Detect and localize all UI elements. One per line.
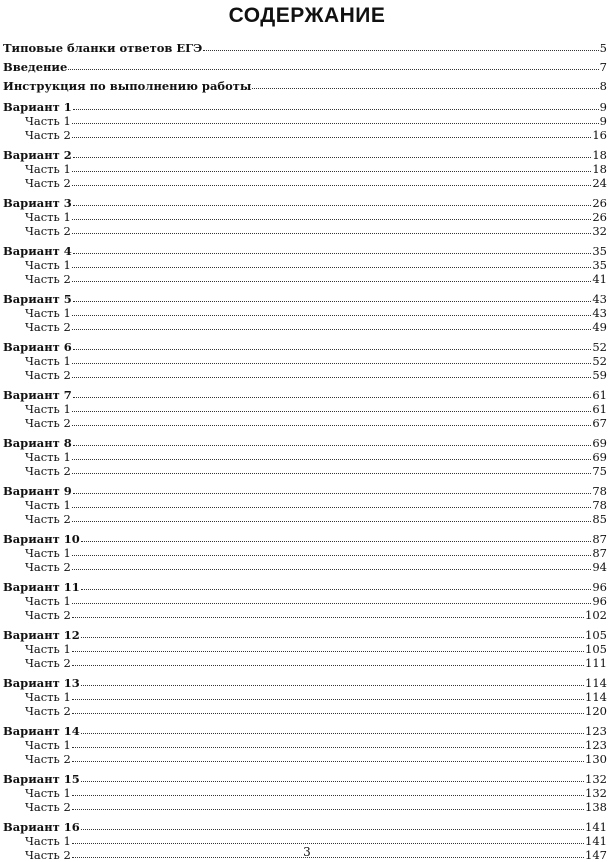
entry-page-number: 43 xyxy=(592,306,607,320)
toc-part xyxy=(3,320,607,334)
entry-label: Часть 1 xyxy=(25,402,71,416)
entry-page-number: 141 xyxy=(585,834,607,848)
toc-variant xyxy=(3,532,607,546)
entry-label: Часть 1 xyxy=(25,258,71,272)
entry-page-number: 75 xyxy=(592,464,607,478)
leader-dots xyxy=(72,450,592,460)
leader-dots xyxy=(72,800,584,810)
toc-part xyxy=(3,306,607,320)
leader-dots xyxy=(73,292,592,302)
entry-label: Вариант 1 xyxy=(3,100,72,114)
entry-label: Вариант 16 xyxy=(3,820,80,834)
leader-dots xyxy=(72,786,584,796)
leader-dots xyxy=(72,224,592,234)
entry-label: Вариант 2 xyxy=(3,148,72,162)
toc-variant xyxy=(3,436,607,450)
entry-page-number: 130 xyxy=(585,752,607,766)
toc-part xyxy=(3,368,607,382)
toc-variant xyxy=(3,340,607,354)
entry-label: Часть 2 xyxy=(25,464,71,478)
leader-dots xyxy=(73,388,592,398)
entry-label: Часть 2 xyxy=(25,704,71,718)
entry-page-number: 35 xyxy=(592,258,607,272)
entry-page-number: 5 xyxy=(599,41,607,55)
leader-dots xyxy=(72,464,592,474)
toc-part xyxy=(3,512,607,526)
entry-page-number: 61 xyxy=(592,388,607,402)
entry-page-number: 9 xyxy=(599,114,607,128)
toc-variant xyxy=(3,820,607,834)
entry-page-number: 43 xyxy=(592,292,607,306)
entry-page-number: 114 xyxy=(585,676,607,690)
leader-dots xyxy=(203,41,598,51)
toc-part xyxy=(3,800,607,814)
toc-part xyxy=(3,450,607,464)
toc-part xyxy=(3,752,607,766)
entry-page-number: 123 xyxy=(585,738,607,752)
leader-dots xyxy=(72,368,592,378)
entry-page-number: 69 xyxy=(592,450,607,464)
entry-page-number: 85 xyxy=(592,512,607,526)
toc-part xyxy=(3,560,607,574)
leader-dots xyxy=(81,532,592,542)
leader-dots xyxy=(72,594,592,604)
leader-dots xyxy=(72,512,592,522)
entry-page-number: 120 xyxy=(585,704,607,718)
entry-label: Часть 1 xyxy=(25,162,71,176)
entry-label: Часть 1 xyxy=(25,306,71,320)
leader-dots xyxy=(72,162,592,172)
entry-label: Часть 2 xyxy=(25,128,71,142)
leader-dots xyxy=(72,320,592,330)
toc-variant xyxy=(3,580,607,594)
leader-dots xyxy=(72,306,592,316)
toc-part xyxy=(3,402,607,416)
entry-label: Вариант 5 xyxy=(3,292,72,306)
toc-part xyxy=(3,704,607,718)
toc-part xyxy=(3,272,607,286)
leader-dots xyxy=(73,100,599,110)
entry-page-number: 67 xyxy=(592,416,607,430)
entry-label: Вариант 9 xyxy=(3,484,72,498)
leader-dots xyxy=(81,772,584,782)
entry-label: Часть 2 xyxy=(25,224,71,238)
leader-dots xyxy=(72,546,592,556)
entry-page-number: 87 xyxy=(592,546,607,560)
leader-dots xyxy=(68,60,598,70)
entry-page-number: 59 xyxy=(592,368,607,382)
toc-variant xyxy=(3,196,607,210)
leader-dots xyxy=(72,114,599,124)
toc-variant xyxy=(3,484,607,498)
entry-label: Часть 2 xyxy=(25,848,71,862)
entry-page-number: 96 xyxy=(592,580,607,594)
leader-dots xyxy=(81,820,584,830)
entry-page-number: 87 xyxy=(592,532,607,546)
leader-dots xyxy=(81,580,592,590)
leader-dots xyxy=(72,354,592,364)
entry-label: Вариант 12 xyxy=(3,628,80,642)
entry-page-number: 18 xyxy=(592,162,607,176)
entry-page-number: 94 xyxy=(592,560,607,574)
leader-dots xyxy=(81,676,584,686)
toc-variant xyxy=(3,100,607,114)
leader-dots xyxy=(72,272,592,282)
entry-label: Часть 2 xyxy=(25,560,71,574)
toc-part xyxy=(3,354,607,368)
entry-label: Часть 2 xyxy=(25,608,71,622)
toc-entry xyxy=(3,60,607,74)
table-of-contents xyxy=(3,41,607,862)
entry-label: Часть 1 xyxy=(25,786,71,800)
toc-part xyxy=(3,738,607,752)
entry-label: Часть 1 xyxy=(25,546,71,560)
leader-dots xyxy=(72,834,584,844)
entry-page-number: 52 xyxy=(592,354,607,368)
leader-dots xyxy=(72,128,592,138)
page-title: СОДЕРЖАНИЕ xyxy=(228,4,386,27)
entry-label: Вариант 6 xyxy=(3,340,72,354)
entry-label: Инструкция по выполнению работы xyxy=(3,79,252,93)
leader-dots xyxy=(73,244,592,254)
entry-label: Часть 2 xyxy=(25,512,71,526)
leader-dots xyxy=(73,340,592,350)
entry-label: Часть 1 xyxy=(25,450,71,464)
entry-label: Часть 1 xyxy=(25,642,71,656)
toc-variant xyxy=(3,628,607,642)
entry-label: Введение xyxy=(3,60,68,74)
entry-label: Часть 1 xyxy=(25,354,71,368)
entry-label: Часть 1 xyxy=(25,834,71,848)
entry-page-number: 35 xyxy=(592,244,607,258)
toc-variant xyxy=(3,772,607,786)
leader-dots xyxy=(72,642,584,652)
leader-dots xyxy=(73,196,592,206)
entry-label: Часть 2 xyxy=(25,416,71,430)
toc-part xyxy=(3,656,607,670)
entry-label: Часть 1 xyxy=(25,738,71,752)
toc-part xyxy=(3,464,607,478)
leader-dots xyxy=(72,416,592,426)
toc-part xyxy=(3,608,607,622)
entry-label: Часть 1 xyxy=(25,114,71,128)
entry-page-number: 49 xyxy=(592,320,607,334)
entry-page-number: 132 xyxy=(585,772,607,786)
leader-dots xyxy=(72,690,584,700)
entry-page-number: 32 xyxy=(592,224,607,238)
entry-label: Часть 1 xyxy=(25,498,71,512)
entry-label: Вариант 10 xyxy=(3,532,80,546)
entry-page-number: 102 xyxy=(585,608,607,622)
entry-label: Вариант 7 xyxy=(3,388,72,402)
entry-page-number: 78 xyxy=(592,484,607,498)
toc-part xyxy=(3,162,607,176)
entry-page-number: 41 xyxy=(592,272,607,286)
entry-page-number: 141 xyxy=(585,820,607,834)
entry-label: Часть 2 xyxy=(25,656,71,670)
toc-part xyxy=(3,690,607,704)
entry-page-number: 7 xyxy=(599,60,607,74)
toc-entry xyxy=(3,79,607,93)
leader-dots xyxy=(73,148,592,158)
page-number: 3 xyxy=(303,845,311,859)
toc-variant xyxy=(3,388,607,402)
leader-dots xyxy=(72,704,584,714)
entry-label: Часть 2 xyxy=(25,320,71,334)
toc-part xyxy=(3,224,607,238)
toc-part xyxy=(3,114,607,128)
leader-dots xyxy=(81,724,584,734)
leader-dots xyxy=(72,402,592,412)
entry-page-number: 69 xyxy=(592,436,607,450)
leader-dots xyxy=(72,608,584,618)
entry-page-number: 138 xyxy=(585,800,607,814)
entry-page-number: 52 xyxy=(592,340,607,354)
leader-dots xyxy=(73,484,592,494)
entry-label: Часть 2 xyxy=(25,176,71,190)
leader-dots xyxy=(72,210,592,220)
entry-label: Вариант 4 xyxy=(3,244,72,258)
toc-part xyxy=(3,176,607,190)
toc-part xyxy=(3,210,607,224)
entry-label: Вариант 3 xyxy=(3,196,72,210)
entry-page-number: 16 xyxy=(592,128,607,142)
toc-part xyxy=(3,786,607,800)
entry-label: Вариант 15 xyxy=(3,772,80,786)
entry-page-number: 114 xyxy=(585,690,607,704)
entry-page-number: 132 xyxy=(585,786,607,800)
leader-dots xyxy=(72,752,584,762)
entry-label: Вариант 14 xyxy=(3,724,80,738)
entry-label: Вариант 8 xyxy=(3,436,72,450)
leader-dots xyxy=(72,656,584,666)
entry-page-number: 123 xyxy=(585,724,607,738)
entry-label: Часть 1 xyxy=(25,690,71,704)
toc-variant xyxy=(3,676,607,690)
toc-part xyxy=(3,498,607,512)
leader-dots xyxy=(81,628,584,638)
entry-page-number: 96 xyxy=(592,594,607,608)
leader-dots xyxy=(72,176,592,186)
leader-dots xyxy=(73,436,592,446)
entry-page-number: 26 xyxy=(592,210,607,224)
toc-part xyxy=(3,128,607,142)
entry-label: Часть 2 xyxy=(25,752,71,766)
entry-page-number: 8 xyxy=(599,79,607,93)
toc-part xyxy=(3,416,607,430)
toc-part xyxy=(3,546,607,560)
entry-page-number: 9 xyxy=(599,100,607,114)
toc-variant xyxy=(3,292,607,306)
entry-label: Часть 1 xyxy=(25,210,71,224)
entry-label: Типовые бланки ответов ЕГЭ xyxy=(3,41,203,55)
entry-page-number: 105 xyxy=(585,628,607,642)
toc-variant xyxy=(3,724,607,738)
entry-page-number: 78 xyxy=(592,498,607,512)
leader-dots xyxy=(72,738,584,748)
entry-label: Часть 2 xyxy=(25,272,71,286)
leader-dots xyxy=(72,258,592,268)
entry-page-number: 147 xyxy=(585,848,607,862)
toc-part xyxy=(3,642,607,656)
entry-page-number: 105 xyxy=(585,642,607,656)
entry-page-number: 61 xyxy=(592,402,607,416)
toc-entry xyxy=(3,41,607,55)
entry-label: Вариант 13 xyxy=(3,676,80,690)
entry-label: Вариант 11 xyxy=(3,580,80,594)
entry-label: Часть 1 xyxy=(25,594,71,608)
entry-page-number: 111 xyxy=(585,656,607,670)
entry-label: Часть 2 xyxy=(25,368,71,382)
leader-dots xyxy=(72,560,592,570)
entry-page-number: 18 xyxy=(592,148,607,162)
toc-part xyxy=(3,258,607,272)
entry-page-number: 26 xyxy=(592,196,607,210)
entry-page-number: 24 xyxy=(592,176,607,190)
leader-dots xyxy=(252,79,598,89)
leader-dots xyxy=(72,498,592,508)
toc-variant xyxy=(3,244,607,258)
toc-part xyxy=(3,594,607,608)
toc-variant xyxy=(3,148,607,162)
entry-label: Часть 2 xyxy=(25,800,71,814)
